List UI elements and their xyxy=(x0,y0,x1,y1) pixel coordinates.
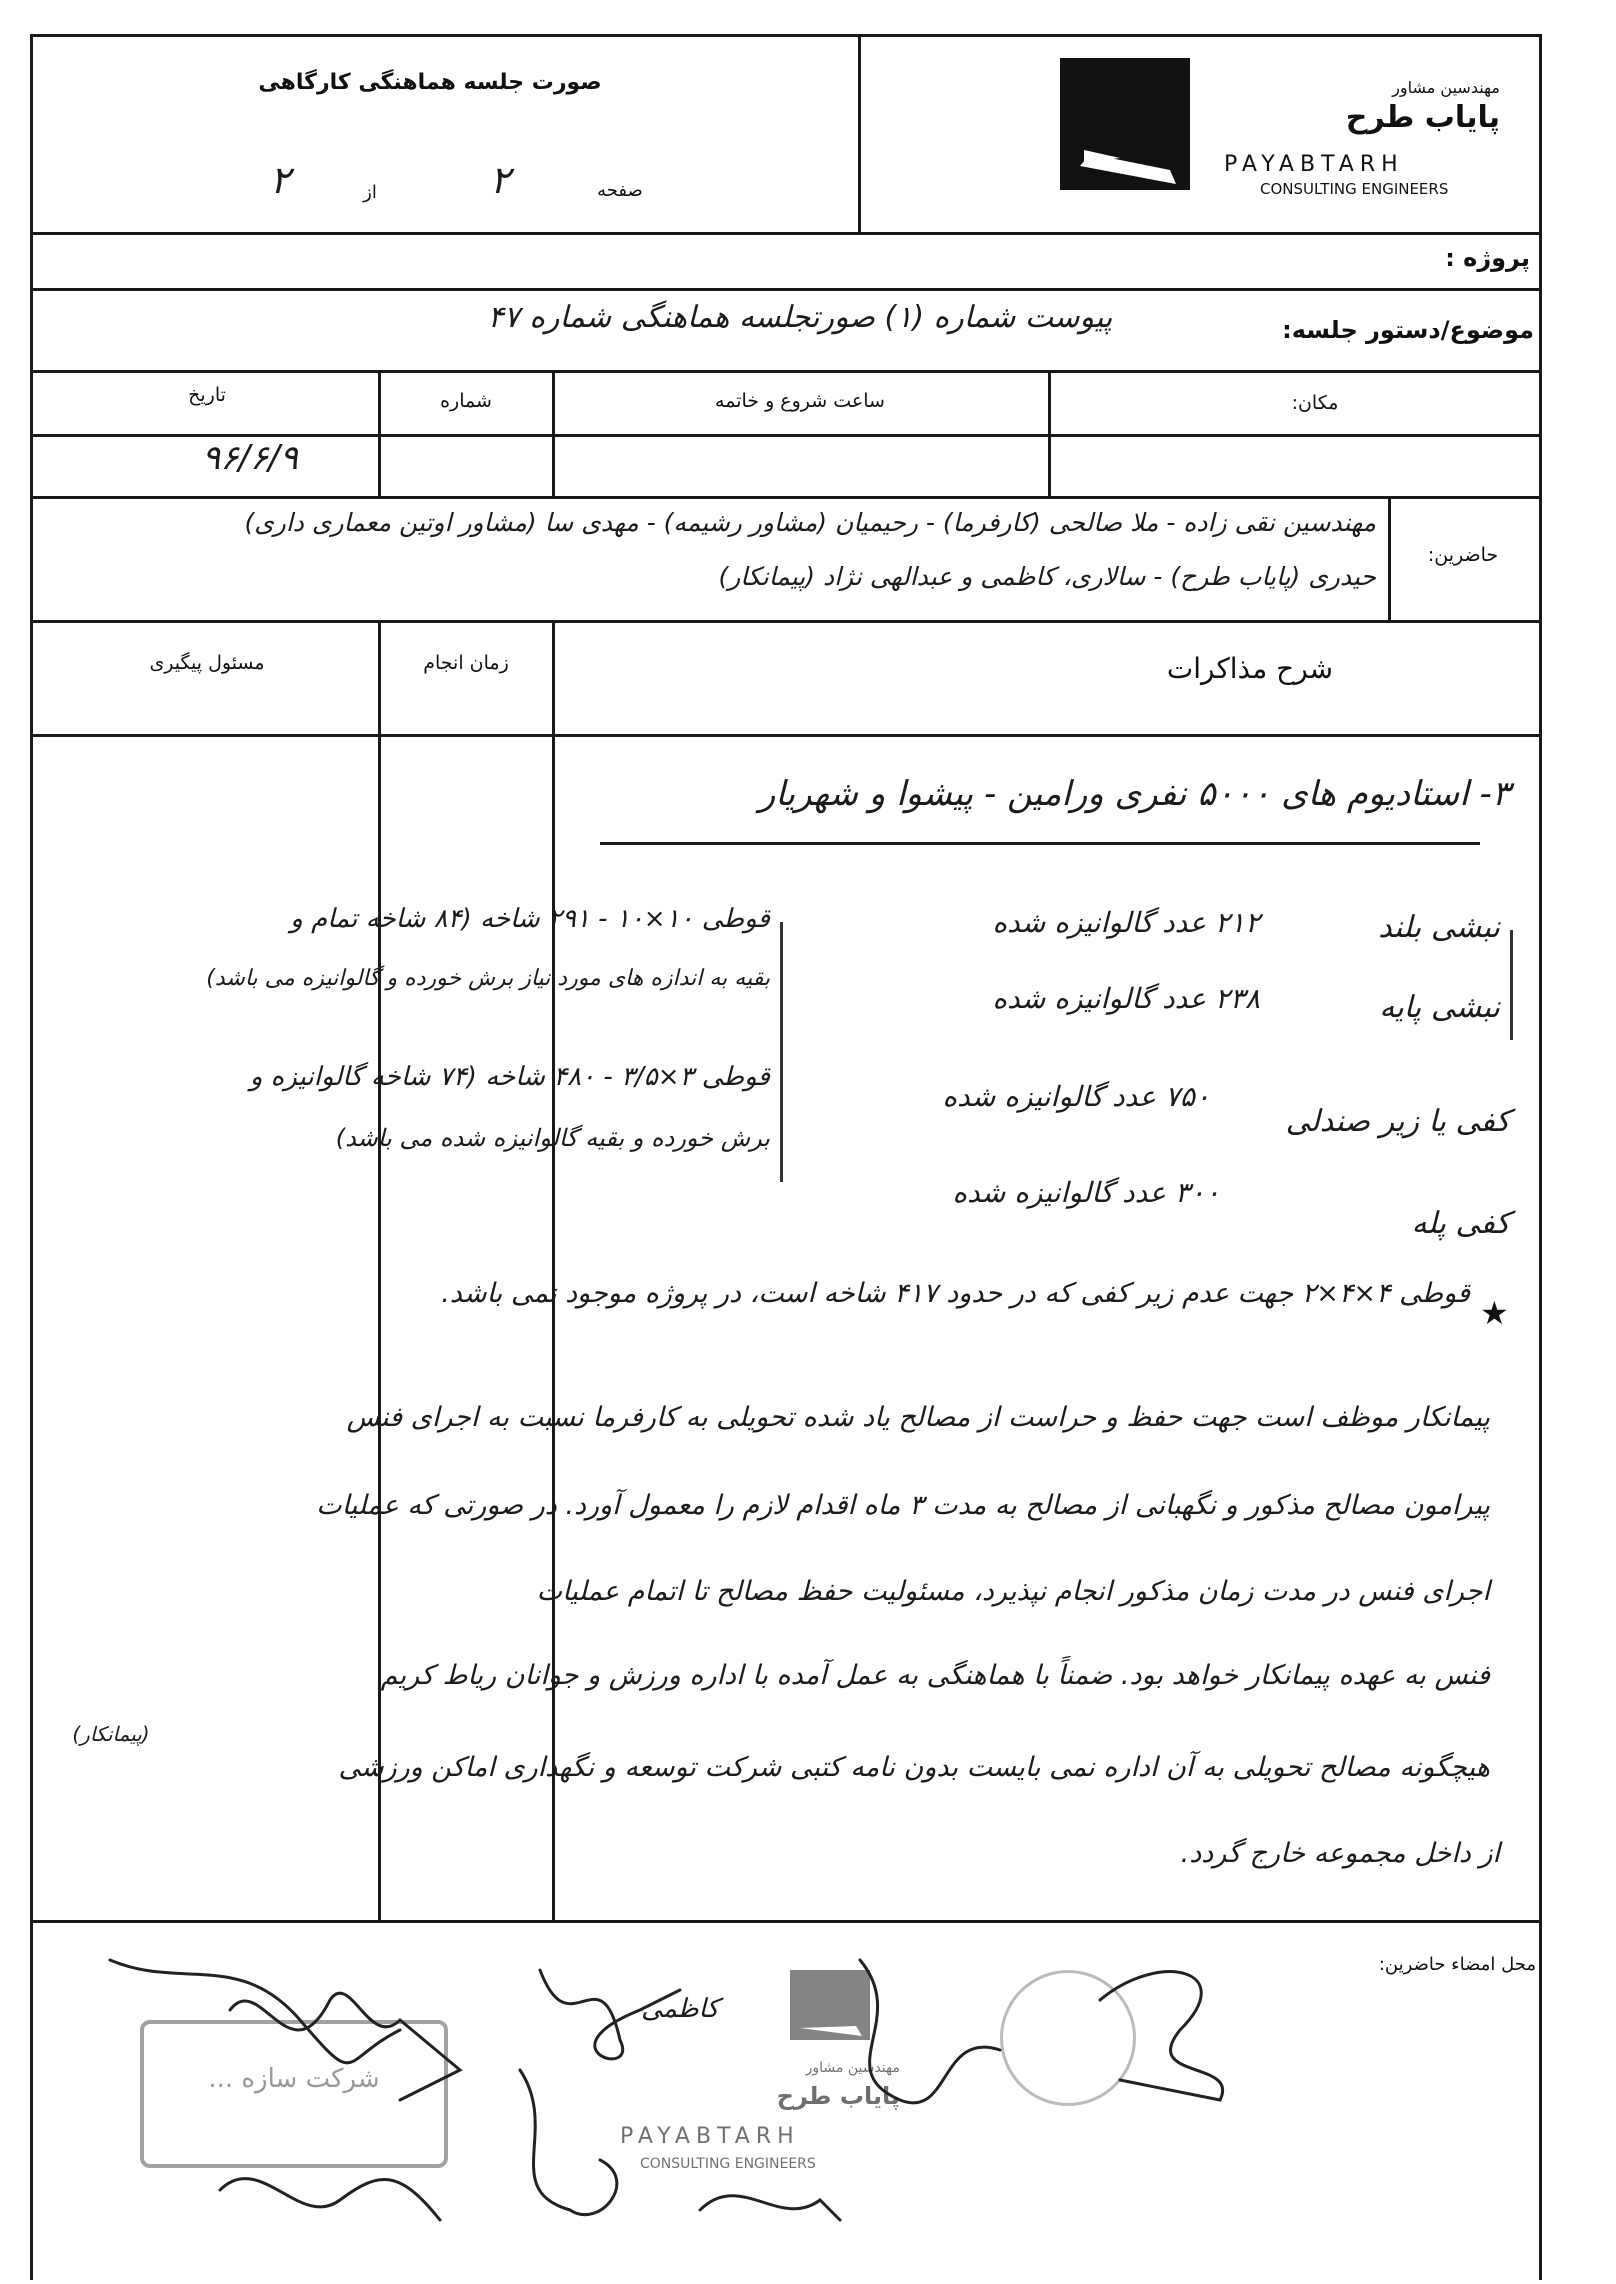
date-underline xyxy=(30,434,380,437)
separator-vertical xyxy=(780,922,783,1182)
signature-7 xyxy=(1100,1972,1223,2100)
stamp-tagline: CONSULTING ENGINEERS xyxy=(640,2156,816,2172)
date-label: تاریخ xyxy=(188,384,226,406)
company-logo xyxy=(1060,58,1190,190)
number-label: شماره xyxy=(440,390,492,412)
signer-name: کاظمی xyxy=(641,1994,719,2024)
row-line-7 xyxy=(30,734,1542,737)
paragraph-line-1: پیمانکار موظف است جهت حفظ و حراست از مصالح یاد شده تحویلی به کارفرما نسبت به اجرای فنس xyxy=(346,1402,1490,1433)
attendees-label: حاضرین: xyxy=(1427,544,1499,566)
signature-2 xyxy=(230,1993,460,2100)
responsible-header: مسئول پیگیری xyxy=(149,652,265,674)
header-divider xyxy=(858,34,861,234)
side-note: (پیمانکار) xyxy=(72,1722,150,1746)
attendees-line-2: حیدری (پایاب طرح) - سالاری، کاظمی و عبدالهی نژاد (پیمانکار) xyxy=(718,562,1376,591)
signature-8 xyxy=(700,2196,840,2220)
signature-4 xyxy=(520,2070,617,2215)
paragraph-line-2: پیرامون مصالح مذکور و نگهبانی از مصالح به مدت ۳ ماه اقدام لازم را معمول آورد. در صورتی که عملیات xyxy=(316,1490,1490,1521)
row-4-qty: ۳۰۰ عدد گالوانیزه شده xyxy=(952,1176,1220,1209)
stamp-name-en: PAYABTARH xyxy=(620,2124,800,2149)
attendee-divider xyxy=(1388,498,1391,622)
subject-label: موضوع/دستور جلسه: xyxy=(1282,316,1534,344)
place-label: مکان: xyxy=(1291,392,1339,414)
frame-top xyxy=(30,34,1542,37)
row-line-6 xyxy=(30,620,1542,623)
of-label: از xyxy=(363,182,377,203)
attendees-line-1: مهندسین نقی زاده - ملا صالحی (کارفرما) - رحیمیان (مشاور رشیمه) - مهدی سا (مشاور اوتین معماری داری) xyxy=(244,508,1376,537)
col-number xyxy=(552,372,555,496)
star-icon: ★ xyxy=(1480,1294,1509,1332)
row-2-type: نبشی پایه xyxy=(1379,990,1500,1025)
row-3-type: کفی یا زیر صندلی xyxy=(1285,1104,1510,1139)
row-line-8 xyxy=(30,1920,1542,1923)
paragraph-line-3: اجرای فنس در مدت زمان مذکور انجام نپذیرد، مسئولیت حفظ مصالح تا اتمام عملیات xyxy=(536,1576,1490,1607)
company-subtitle: مهندسین مشاور xyxy=(1392,78,1500,97)
brace-right xyxy=(1510,930,1513,1040)
row-line-1 xyxy=(30,232,1542,235)
col-time xyxy=(1048,372,1051,496)
date-value: ۹۶/۶/۹ xyxy=(202,438,298,478)
page-total: ۲ xyxy=(269,158,291,202)
profile-note-2: بقیه به اندازه های مورد نیاز برش خورده و گالوانیزه می باشد) xyxy=(206,966,770,991)
time-label: ساعت شروع و خاتمه xyxy=(715,390,885,412)
discussion-header: شرح مذاکرات xyxy=(1166,652,1334,685)
stamp-name-fa: پایاب طرح xyxy=(776,2082,900,2110)
row-2-qty: ۲۳۸ عدد گالوانیزه شده xyxy=(992,982,1260,1015)
row-3-qty: ۷۵۰ عدد گالوانیزه شده xyxy=(942,1080,1210,1113)
subject-value: پیوست شماره (۱) صورتجلسه هماهنگی شماره ۴۷ xyxy=(487,300,1113,335)
signatures-label: محل امضاء حاضرین: xyxy=(1378,1954,1536,1975)
signature-5 xyxy=(220,2179,440,2220)
profile-note-3: قوطی ۳×۳/۵ - ۴۸۰ شاخه (۷۴ شاخه گالوانیزه و xyxy=(249,1062,770,1092)
col-time-done xyxy=(552,622,555,1920)
item-title-underline xyxy=(600,842,1480,845)
paragraph-line-5: هیچگونه مصالح تحویلی به آن اداره نمی بایست بدون نامه کتبی شرکت توسعه و نگهداری اماکن ورزشی xyxy=(338,1752,1490,1783)
page-label: صفحه xyxy=(597,180,643,201)
contractor-stamp-text: شرکت سازه ... xyxy=(208,2064,380,2094)
signature-6 xyxy=(860,1960,1000,2103)
col-responsible xyxy=(378,622,381,1920)
star-note: قوطی ۴×۴×۲ جهت عدم زیر کفی که در حدود ۴۱۷ شاخه است، در پروژه موجود نمی باشد. xyxy=(441,1278,1470,1309)
time-done-header: زمان انجام xyxy=(423,652,509,674)
profile-note-4: برش خورده و بقیه گالوانیزه شده می باشد) xyxy=(335,1124,770,1152)
row-1-qty: ۲۱۲ عدد گالوانیزه شده xyxy=(992,906,1260,939)
signature-1 xyxy=(110,1960,400,2063)
page-number: ۲ xyxy=(489,158,511,202)
row-line-5 xyxy=(30,496,1542,499)
paragraph-line-6: از داخل مجموعه خارج گردد. xyxy=(1180,1838,1500,1869)
row-line-3 xyxy=(30,370,1542,373)
company-name-en: PAYABTARH xyxy=(1224,152,1404,177)
company-tagline: CONSULTING ENGINEERS xyxy=(1260,180,1449,198)
company-name-fa: پایاب طرح xyxy=(1345,100,1500,135)
logo-mark-icon xyxy=(1060,58,1190,190)
row-1-type: نبشی بلند xyxy=(1378,910,1500,945)
signatures-drawing xyxy=(40,1930,1340,2270)
row-4-type: کفی پله xyxy=(1411,1206,1510,1241)
signature-3 xyxy=(540,1970,680,2059)
project-label: پروژه : xyxy=(1445,244,1530,272)
profile-note-1: قوطی ۱۰×۱۰ - ۲۹۱ شاخه (۸۴ شاخه تمام و xyxy=(290,904,770,934)
item-title: ۳- استادیوم های ۵۰۰۰ نفری ورامین - پیشوا و شهریار xyxy=(758,774,1510,814)
row-line-2 xyxy=(30,288,1542,291)
paragraph-line-4: فنس به عهده پیمانکار خواهد بود. ضمناً با هماهنگی به عمل آمده با اداره ورزش و جوانان ریاط کریم xyxy=(380,1660,1490,1691)
form-title: صورت جلسه هماهنگی کارگاهی xyxy=(258,70,602,95)
stamp-subtitle: مهندسین مشاور xyxy=(805,2060,900,2076)
